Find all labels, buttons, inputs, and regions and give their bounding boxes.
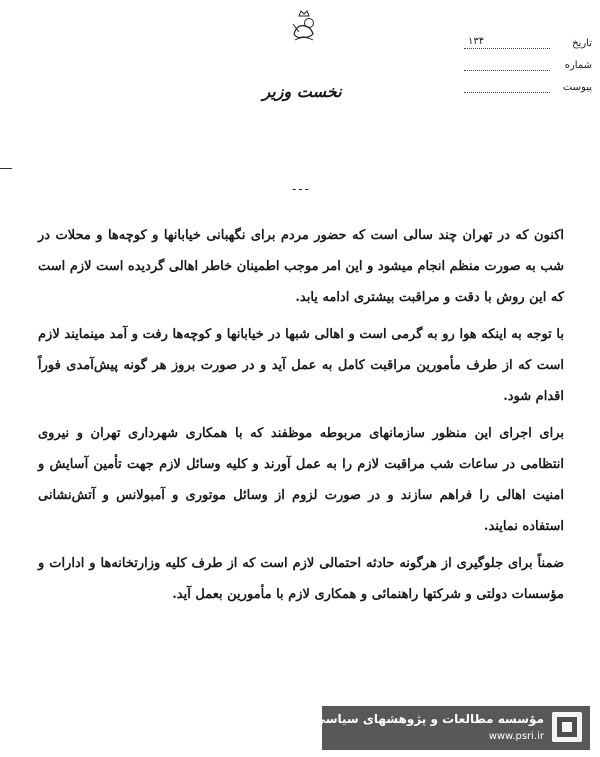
number-label: شماره: [564, 60, 592, 71]
watermark-name: مؤسسه مطالعات و پژوهشهای سیاسی: [313, 712, 544, 726]
lion-and-sun-emblem-icon: [289, 10, 319, 44]
letter-body: [38, 220, 564, 616]
date-dotted-line: [464, 48, 550, 49]
watermark-url: www.psri.ir: [488, 731, 544, 742]
attachment-dotted-line: [464, 92, 550, 93]
paragraph: اکنون که در تهران چند سالی است که حضور مردم برای نگهبانی خیابانها و کوچه‌ها و محلات در شب به صورت منظم انجام میشود و این امر موجب اطمینان خاطر اهالی گردیده است لازم است که این روش با دقت و مراقبت بیشتری ادامه یابد.: [38, 228, 564, 305]
source-watermark: [313, 706, 590, 750]
letterhead-heading: نخست وزیر: [262, 82, 342, 101]
letterhead-fields: [460, 36, 592, 102]
attachment-field: [460, 80, 592, 102]
psri-logo-icon: [552, 712, 582, 742]
paragraph: ضمناً برای جلوگیری از هرگونه حادثه احتمالی لازم است که از طرف کلیه وزارتخانه‌ها و ادارات و مؤسسات دولتی و شرکتها راهنمائی و همکاری لازم با مأمورین بعمل آید.: [38, 556, 564, 602]
paragraph: برای اجرای این منظور سازمانهای مربوطه موظفند که با همکاری شهرداری تهران و نیروی انتظامی در ساعات شب مراقبت لازم را به عمل آورند و کلیه وسائل لازم جهت تأمین آسایش و امنیت اهالی را فراهم سازند و در صورت لزوم از وسائل موتوری و آمبولانس و آتش‌نشانی استفاده نمایند.: [38, 426, 564, 534]
number-field: [460, 58, 592, 80]
date-field: [460, 36, 592, 58]
number-dotted-line: [464, 70, 550, 71]
date-label: تاریخ: [572, 38, 592, 49]
attachment-label: پیوست: [562, 82, 592, 93]
margin-rule: [0, 168, 12, 169]
date-value: ۱۳۴: [468, 36, 485, 47]
intro-mark: ---: [292, 182, 311, 196]
paragraph: با توجه به اینکه هوا رو به گرمی است و اهالی شبها در خیابانها و کوچه‌ها رفت و آمد مینمایند لازم است که از طرف مأمورین مراقبت کامل به عمل آید و در صورت بروز هر گونه پیش‌آمدی فوراً اقدام شود.: [38, 327, 564, 404]
